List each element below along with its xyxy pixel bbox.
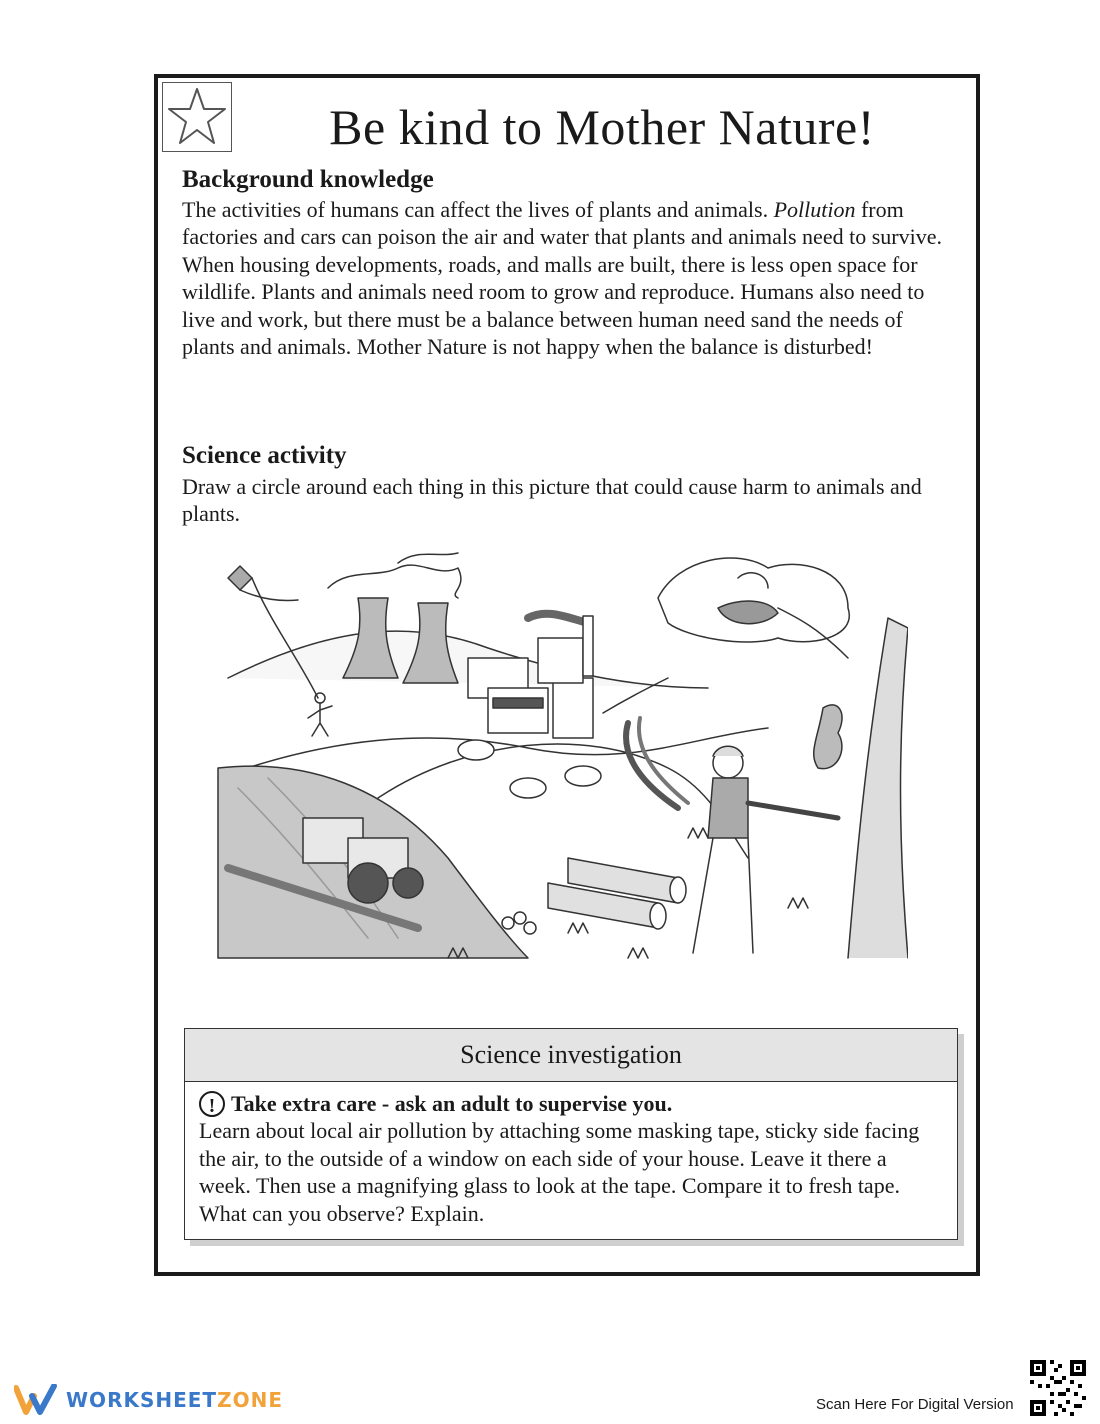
- investigation-text: Learn about local air pollution by attaching some masking tape, sticky side facing the air, to the outside of a window on each side of your house. Leave it there a week. Then use a magnifying glass to look at the tape. Compare it to fresh tape. What can you observe? Explain.: [199, 1118, 920, 1226]
- logo-text-zone: ZONE: [217, 1388, 283, 1412]
- worksheet-frame: [154, 74, 980, 1276]
- worksheetzone-logo[interactable]: [14, 1384, 283, 1416]
- qr-code-icon[interactable]: [1030, 1360, 1086, 1416]
- activity-heading: Science activity: [182, 442, 347, 469]
- warning-line: [199, 1090, 943, 1117]
- pollution-word: Pollution: [773, 197, 856, 222]
- star-box: [162, 82, 232, 152]
- logo-text: [66, 1388, 283, 1412]
- warning-icon: !: [199, 1091, 225, 1117]
- star-icon: [163, 83, 231, 151]
- background-text: [182, 196, 942, 360]
- page-title: Be kind to Mother Nature!: [329, 99, 875, 155]
- investigation-box: [184, 1028, 958, 1240]
- background-heading: Background knowledge: [182, 166, 434, 193]
- scan-text: Scan Here For Digital Version: [816, 1396, 1014, 1413]
- background-text-part2: from factories and cars can poison the air and water that plants and animals need to survive. When housing developments, roads, and malls are built, there is less open space for wildlife. Plants and animals need room to grow and reproduce. Humans also need to live and work, but there must be a balance between human need sand the needs of plants and animals. Mother Nature is not happy when the balance is disturbed!: [182, 197, 942, 360]
- warning-text: Take extra care - ask an adult to supervise you.: [231, 1091, 673, 1116]
- background-text-part1: The activities of humans can affect the lives of plants and animals.: [182, 197, 769, 222]
- worksheetzone-logo-icon: [14, 1384, 58, 1416]
- pollution-scene-illustration: [208, 538, 908, 998]
- logo-text-worksheet: WORKSHEET: [66, 1388, 218, 1412]
- activity-text: Draw a circle around each thing in this picture that could cause harm to animals and plants.: [182, 474, 922, 527]
- investigation-body: [185, 1082, 957, 1235]
- investigation-heading: Science investigation: [185, 1029, 957, 1082]
